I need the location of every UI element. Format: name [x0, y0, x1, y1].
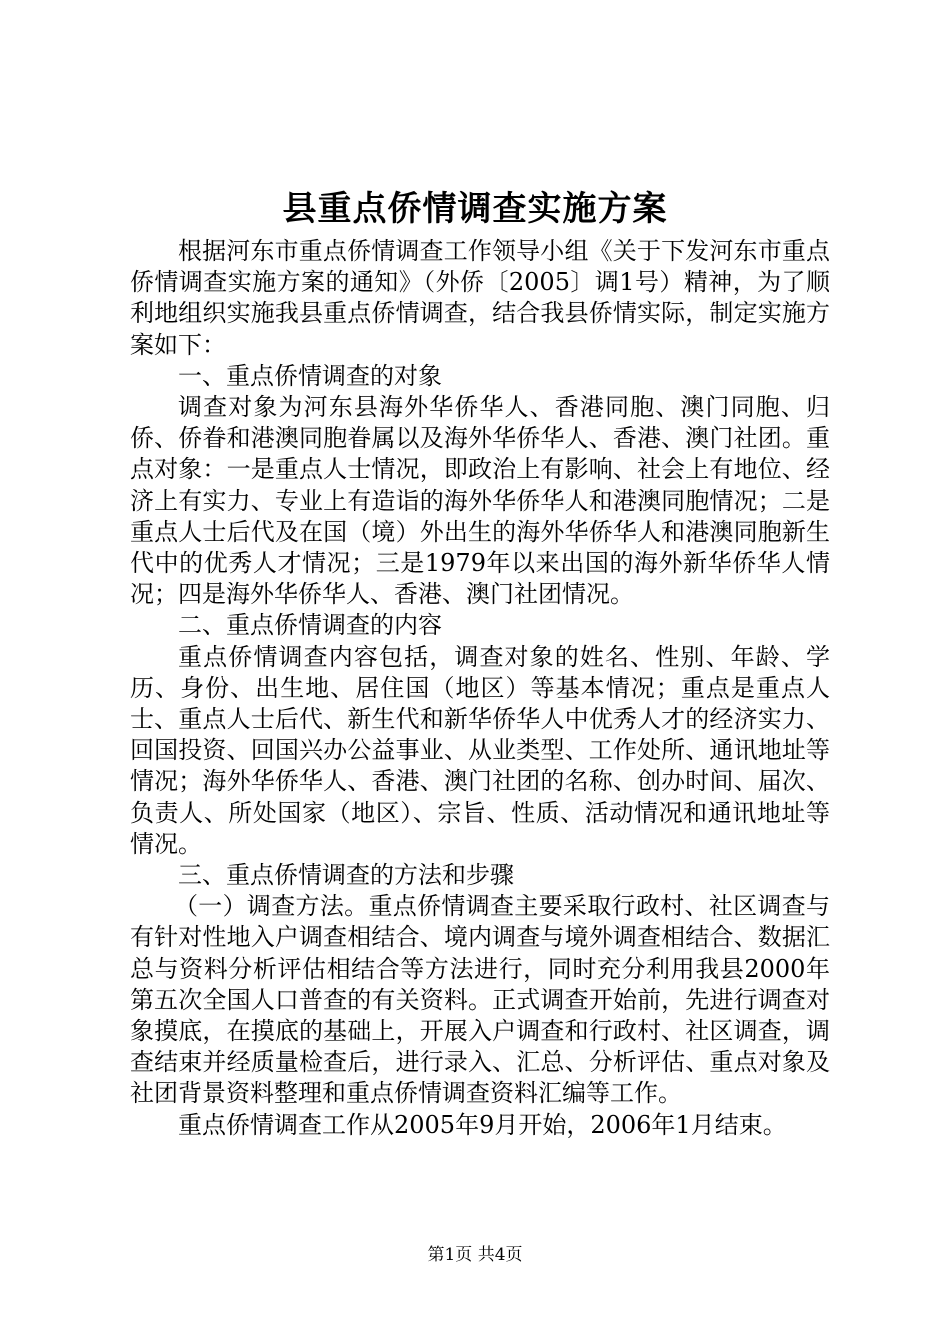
- page-indicator: 第1页 共4页: [427, 1245, 523, 1265]
- section-heading-content: 二、重点侨情调查的内容: [178, 611, 442, 640]
- document-title: 县重点侨情调查实施方案: [282, 189, 668, 229]
- paragraph-methods: （一）调查方法。重点侨情调查主要采取行政村、社区调查与有针对性地入户调查相结合、境内调查与境外调查相结合、数据汇总与资料分析评估相结合等方法进行，同时充分利用我县2000年第五次全国人口普查的有关资料。正式调查开始前，先进行调查对象摸底，在摸底的基础上，开展入户调查和行政村、社区调查，调查结束并经质量检查后，进行录入、汇总、分析评估、重点对象及社团背景资料整理和重点侨情调查资料汇编等工作。: [130, 892, 830, 1108]
- document-body: [130, 236, 830, 1141]
- paragraph-schedule: 重点侨情调查工作从2005年9月开始，2006年1月结束。: [178, 1110, 787, 1139]
- paragraph-objects: 调查对象为河东县海外华侨华人、香港同胞、澳门同胞、归侨、侨眷和港澳同胞眷属以及海外华侨华人、香港、澳门社团。重点对象：一是重点人士情况，即政治上有影响、社会上有地位、经济上有实力、专业上有造诣的海外华侨华人和港澳同胞情况；二是重点人士后代及在国（境）外出生的海外华侨华人和港澳同胞新生代中的优秀人才情况；三是1979年以来出国的海外新华侨华人情况；四是海外华侨华人、香港、澳门社团情况。: [130, 393, 830, 609]
- paragraph-intro: 根据河东市重点侨情调查工作领导小组《关于下发河东市重点侨情调查实施方案的通知》（外侨〔2005〕调1号）精神，为了顺利地组织实施我县重点侨情调查，结合我县侨情实际，制定实施方案如下：: [130, 237, 830, 359]
- section-heading-methods: 三、重点侨情调查的方法和步骤: [178, 861, 514, 890]
- section-heading-objects: 一、重点侨情调查的对象: [178, 361, 442, 390]
- paragraph-content: 重点侨情调查内容包括，调查对象的姓名、性别、年龄、学历、身份、出生地、居住国（地区）等基本情况；重点是重点人士、重点人士后代、新生代和新华侨华人中优秀人才的经济实力、回国投资、回国兴办公益事业、从业类型、工作处所、通讯地址等情况；海外华侨华人、香港、澳门社团的名称、创办时间、届次、负责人、所处国家（地区）、宗旨、性质、活动情况和通讯地址等情况。: [130, 642, 830, 858]
